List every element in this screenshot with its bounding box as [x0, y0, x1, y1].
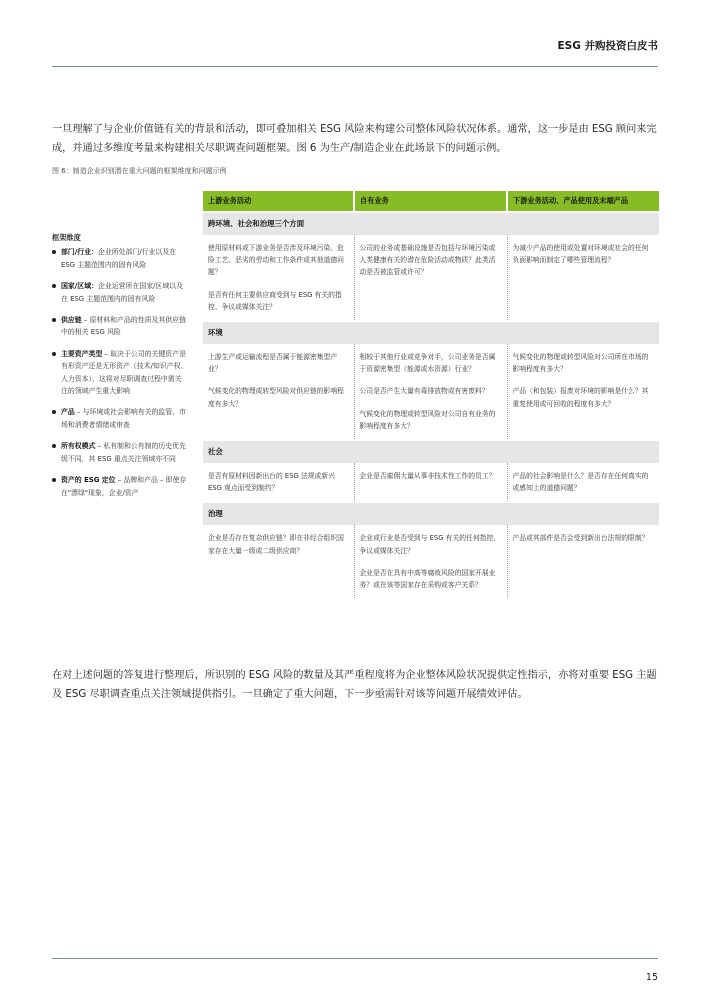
section-row-governance [203, 502, 659, 525]
framework-dimensions-legend [52, 232, 188, 508]
section-row-cross-esg [203, 212, 659, 235]
question-text: 企业是否存在复杂供应链？即在非经合组织国家存在大量一级或二级供应商？ [208, 534, 344, 555]
legend-text: – 私有制和公有制的历史优先级不同，其 ESG 重点关注领域亦不同 [61, 442, 186, 463]
question-text: 产品（和包装）报废对环境的影响是什么？其重复使用或可回收的程度有多大？ [512, 387, 649, 408]
question-text: 产品或其部件是否会受到新出台法规的限制？ [512, 534, 649, 543]
column-header-own-operations: 自有业务 [354, 191, 507, 212]
legend-item [52, 314, 188, 339]
legend-term: 所有权模式 [61, 442, 96, 451]
legend-item [52, 406, 188, 431]
legend-text: – 品牌和产品 – 即使存在"漂绿"现象，企业/资产 [61, 476, 187, 497]
legend-text: – 原材料和产品的性质及其供应链中的相关 ESG 风险 [61, 316, 186, 337]
legend-text: 企业所处部门/行业以及在 ESG 主题范围内的固有风险 [61, 248, 177, 269]
table-cell [354, 235, 507, 321]
table-row [203, 344, 659, 440]
section-title: 跨环境、社会和治理三个方面 [203, 212, 659, 235]
legend-term: 产品 [61, 408, 75, 417]
legend-term: 部门/行业： [61, 248, 98, 257]
legend-term: 国家/区域： [61, 282, 98, 291]
question-text: 上游生产或运输流程是否属于能源密集型产业？ [208, 353, 338, 374]
legend-item [52, 280, 188, 305]
question-text: 为减少产品的使用或处置对环境或社会的任何负面影响而制定了哪些管理流程？ [512, 244, 649, 265]
question-text: 气候变化的物理或转型风险对公司所在市场的影响程度有多大？ [512, 353, 649, 374]
table-header-row [203, 191, 659, 212]
intro-paragraph: 一旦理解了与企业价值链有关的背景和活动，即可叠加相关 ESG 风险来构建公司整体风险状况体系。通常，这一步是由 ESG 顾问来完成，并通过多维度考量来构建相关尽职调查问题框架。图 6 为生产/制造企业在此场景下的问题示例。 [52, 124, 657, 154]
table-cell [203, 344, 354, 440]
question-text: 公司是否产生大量有毒排放物或有害废料？ [359, 387, 489, 396]
table-cell [203, 463, 354, 502]
question-text: 气候变化的物理或转型风险对公司自有业务的影响程度有多大？ [359, 409, 496, 430]
section-title: 社会 [203, 440, 659, 463]
section-row-social [203, 440, 659, 463]
question-text: 企业或行业是否受到与 ESG 有关的任何指控、争议或媒体关注？ [359, 534, 501, 555]
question-text: 相较于其他行业或竞争对手，公司业务是否属于资源密集型（能源或水资源）行业？ [359, 353, 496, 374]
column-header-downstream: 下游业务活动、产品使用及末端产品 [507, 191, 659, 212]
legend-text: – 与环境或社会影响有关的监管、市场和消费者情绪或审查 [61, 408, 186, 429]
legend-term: 资产的 ESG 定位 [61, 476, 116, 485]
column-header-upstream: 上游业务活动 [203, 191, 354, 212]
table-cell [507, 344, 659, 440]
legend-term: 主要资产类型 [61, 349, 103, 358]
question-text: 是否有任何主要供应商受到与 ESG 有关的指控、争议或媒体关注？ [208, 290, 342, 311]
table-cell [354, 525, 507, 598]
section-title: 治理 [203, 502, 659, 525]
section-title: 环境 [203, 321, 659, 344]
table-cell [354, 344, 507, 440]
legend-title: 框架维度 [52, 233, 81, 242]
legend-item [52, 474, 188, 499]
question-text: 公司的业务或基础设施是否包括与环境污染或人类健康有关的潜在危险活动或物质？此类活动是否被监管或许可？ [359, 244, 496, 277]
table-cell [507, 235, 659, 321]
table-cell [507, 525, 659, 598]
question-text: 气候变化的物理或转型风险对供应链的影响程度有多大？ [208, 387, 344, 408]
question-framework-table [203, 191, 659, 598]
question-text: 是否有原材料因新出台的 ESG 法规或新兴 ESG 观点而受到制约？ [208, 472, 335, 493]
closing-paragraph: 在对上述问题的答复进行整理后，所识别的 ESG 风险的数量及其严重程度将为企业整体风险状况提供定性指示，亦将对重要 ESG 主题及 ESG 尽职调查重点关注领域提供指引。一旦确定了重大问题，下一步亟需针对该等问题开展绩效评估。 [52, 670, 657, 700]
question-text: 使用原材料或下游业务是否涉及环境污染、危险工艺、恶劣的劳动和工作条件或其他道德问题？ [208, 244, 344, 277]
legend-item [52, 440, 188, 465]
table-cell [507, 463, 659, 502]
legend-item [52, 246, 188, 271]
table-cell [354, 463, 507, 502]
question-text: 产品的社会影响是什么？是否存在任何真实的或感知上的道德问题？ [512, 472, 649, 493]
legend-item [52, 348, 188, 398]
table-cell [203, 235, 354, 321]
table-row [203, 463, 659, 502]
legend-text: 企业运营所在国家/区域以及在 ESG 主题范围内的固有风险 [61, 282, 183, 303]
page-number: 15 [645, 972, 658, 983]
question-text: 企业是否在具有中高等腐败风险的国家开展业务？或在该等国家存在采购或客户关系？ [359, 568, 496, 590]
table-cell [203, 525, 354, 598]
legend-term: 供应链 [61, 316, 82, 325]
footer-divider [52, 958, 658, 959]
section-row-environment [203, 321, 659, 344]
header-title: ESG 并购投资白皮书 [557, 40, 658, 52]
table-row [203, 235, 659, 321]
header-divider [52, 66, 658, 67]
legend-text: – 取决于公司的关键资产是有形资产还是无形资产（技术/知识产权、人力资本），这将对尽职调查过程中需关注的领域产生重大影响 [61, 349, 188, 396]
question-text: 企业是否雇佣大量从事非技术性工作的员工？ [359, 472, 496, 481]
table-row [203, 525, 659, 598]
figure-caption: 图 6：制造企业识别潜在重大问题的框架维度和问题示例 [52, 167, 227, 175]
